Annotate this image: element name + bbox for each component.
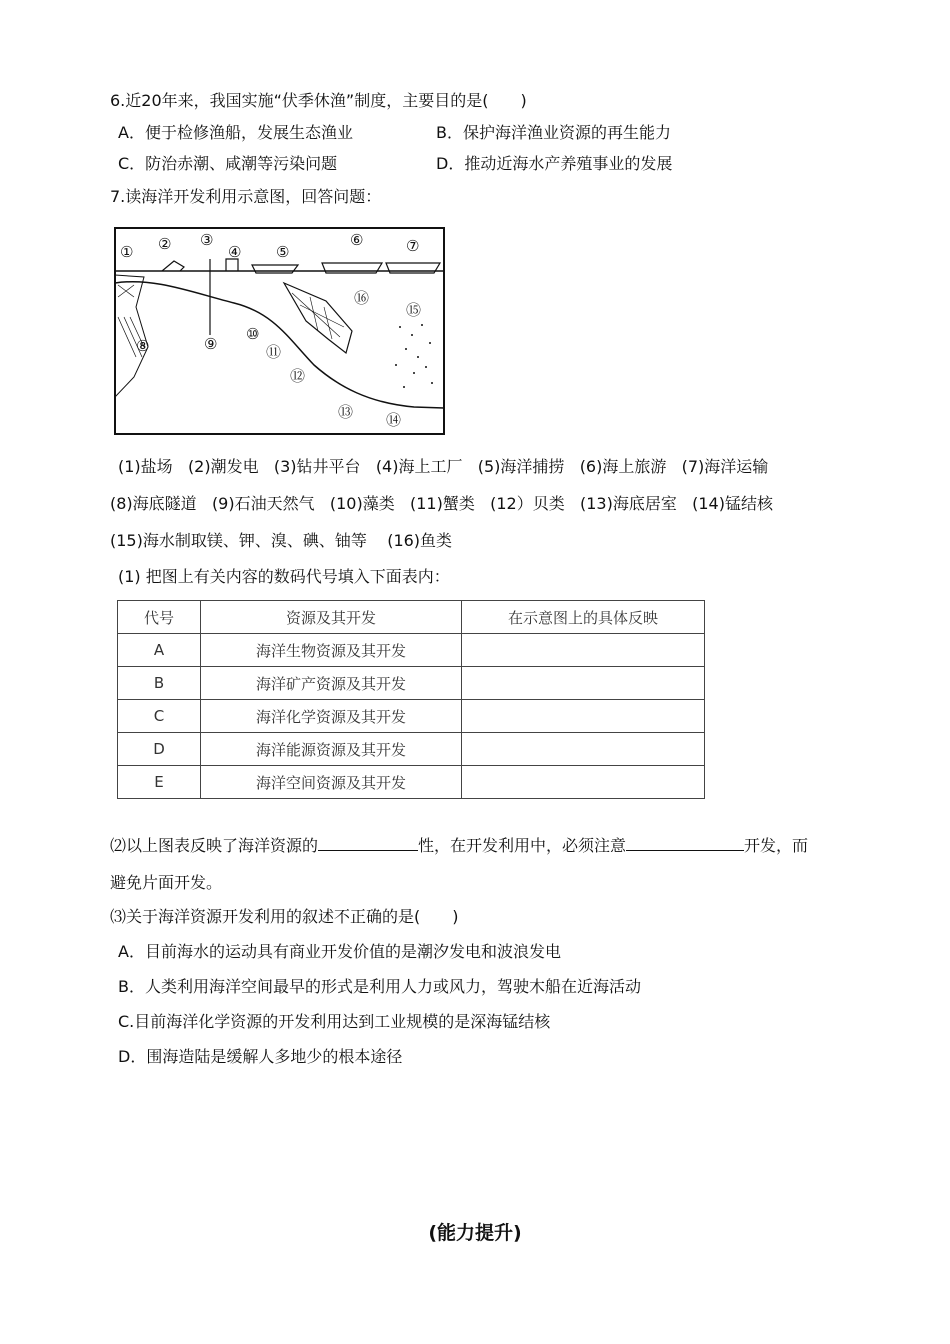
label-9: ⑨ — [204, 335, 218, 353]
row-resource: 海洋生物资源及其开发 — [201, 634, 462, 667]
legend-item: (15)海水制取镁、钾、溴、碘、铀等 — [110, 531, 367, 550]
legend-row-1 — [118, 456, 768, 478]
label-16: ⑯ — [354, 289, 370, 307]
legend-item: (16)鱼类 — [387, 531, 453, 550]
row-resource: 海洋空间资源及其开发 — [201, 766, 462, 799]
answer-blank-2[interactable] — [626, 834, 744, 851]
answer-cell[interactable] — [462, 766, 705, 799]
answer-cell[interactable] — [462, 700, 705, 733]
header-reflection: 在示意图上的具体反映 — [462, 601, 705, 634]
legend-item: (8)海底隧道 — [110, 494, 197, 513]
table-row — [118, 634, 705, 667]
q7-sub3-option-d: D．围海造陆是缓解人多地少的根本途径 — [118, 1047, 403, 1066]
row-code: E — [118, 766, 201, 799]
table-row — [118, 667, 705, 700]
label-5: ⑤ — [276, 243, 290, 261]
legend-item: (3)钻井平台 — [273, 457, 361, 476]
table-row — [118, 733, 705, 766]
table-header-row — [118, 601, 705, 634]
sub2-text-2: 性，在开发利用中，必须注意 — [418, 836, 627, 855]
label-3: ③ — [200, 231, 214, 249]
label-12: ⑫ — [290, 367, 306, 385]
legend-item: (11)蟹类 — [410, 494, 475, 513]
label-15: ⑮ — [406, 301, 422, 319]
row-resource: 海洋能源资源及其开发 — [201, 733, 462, 766]
label-10: ⑩ — [246, 325, 260, 343]
q6-option-c: C．防治赤潮、咸潮等污染问题 — [118, 154, 338, 173]
q7-sub2-line1 — [110, 834, 808, 857]
table-row — [118, 766, 705, 799]
legend-item: (2)潮发电 — [187, 457, 259, 476]
legend-item: (6)海上旅游 — [579, 457, 667, 476]
section-title: (能力提升) — [428, 1222, 522, 1244]
q7-sub1-stem: (1) 把图上有关内容的数码代号填入下面表内： — [118, 567, 450, 586]
legend-item: (10)藻类 — [329, 494, 395, 513]
q7-sub3-option-a: A．目前海水的运动具有商业开发价值的是潮汐发电和波浪发电 — [118, 942, 561, 961]
label-4: ④ — [228, 243, 242, 261]
label-1: ① — [120, 243, 134, 261]
legend-row-2 — [110, 493, 773, 515]
legend-item: (5)海洋捕捞 — [477, 457, 565, 476]
sub2-text-1: ⑵以上图表反映了海洋资源的 — [110, 836, 319, 855]
answer-cell[interactable] — [462, 634, 705, 667]
q7-sub3-option-c: C.目前海洋化学资源的开发利用达到工业规模的是深海锰结核 — [118, 1012, 551, 1031]
legend-item: (12）贝类 — [490, 494, 565, 513]
q7-stem: 7.读海洋开发利用示意图，回答问题： — [110, 187, 382, 206]
q7-sub2-line2: 避免片面开发。 — [110, 873, 223, 892]
label-7: ⑦ — [406, 237, 420, 255]
legend-row-3 — [110, 530, 452, 552]
sub2-text-3: 开发，而 — [744, 836, 809, 855]
row-resource: 海洋化学资源及其开发 — [201, 700, 462, 733]
q7-sub3-stem: ⑶关于海洋资源开发利用的叙述不正确的是( ) — [110, 907, 459, 926]
resource-table — [117, 600, 705, 799]
label-6: ⑥ — [350, 231, 364, 249]
q6-option-a: A．便于检修渔船，发展生态渔业 — [118, 123, 353, 142]
legend-item: (9)石油天然气 — [211, 494, 315, 513]
label-13: ⑬ — [338, 403, 354, 421]
row-code: A — [118, 634, 201, 667]
q6-option-d: D．推动近海水产养殖事业的发展 — [436, 154, 673, 173]
legend-item: (7)海洋运输 — [681, 457, 769, 476]
legend-item: (13)海底居室 — [580, 494, 677, 513]
label-2: ② — [158, 235, 172, 253]
legend-item: (14)锰结核 — [692, 494, 773, 513]
answer-cell[interactable] — [462, 667, 705, 700]
ocean-development-diagram — [114, 227, 445, 435]
q6-stem: 6.近20年来，我国实施“伏季休渔”制度，主要目的是( ) — [110, 91, 527, 110]
label-11: ⑪ — [266, 343, 282, 361]
row-code: C — [118, 700, 201, 733]
q6-option-b: B．保护海洋渔业资源的再生能力 — [436, 123, 671, 142]
row-code: D — [118, 733, 201, 766]
row-code: B — [118, 667, 201, 700]
header-code: 代号 — [118, 601, 201, 634]
answer-blank-1[interactable] — [318, 834, 418, 851]
legend-item: (4)海上工厂 — [375, 457, 463, 476]
legend-item: (1)盐场 — [118, 457, 173, 476]
q7-sub3-option-b: B．人类利用海洋空间最早的形式是利用人力或风力，驾驶木船在近海活动 — [118, 977, 641, 996]
table-row — [118, 700, 705, 733]
header-resource: 资源及其开发 — [201, 601, 462, 634]
row-resource: 海洋矿产资源及其开发 — [201, 667, 462, 700]
label-8: ⑧ — [136, 337, 150, 355]
answer-cell[interactable] — [462, 733, 705, 766]
label-14: ⑭ — [386, 411, 402, 429]
